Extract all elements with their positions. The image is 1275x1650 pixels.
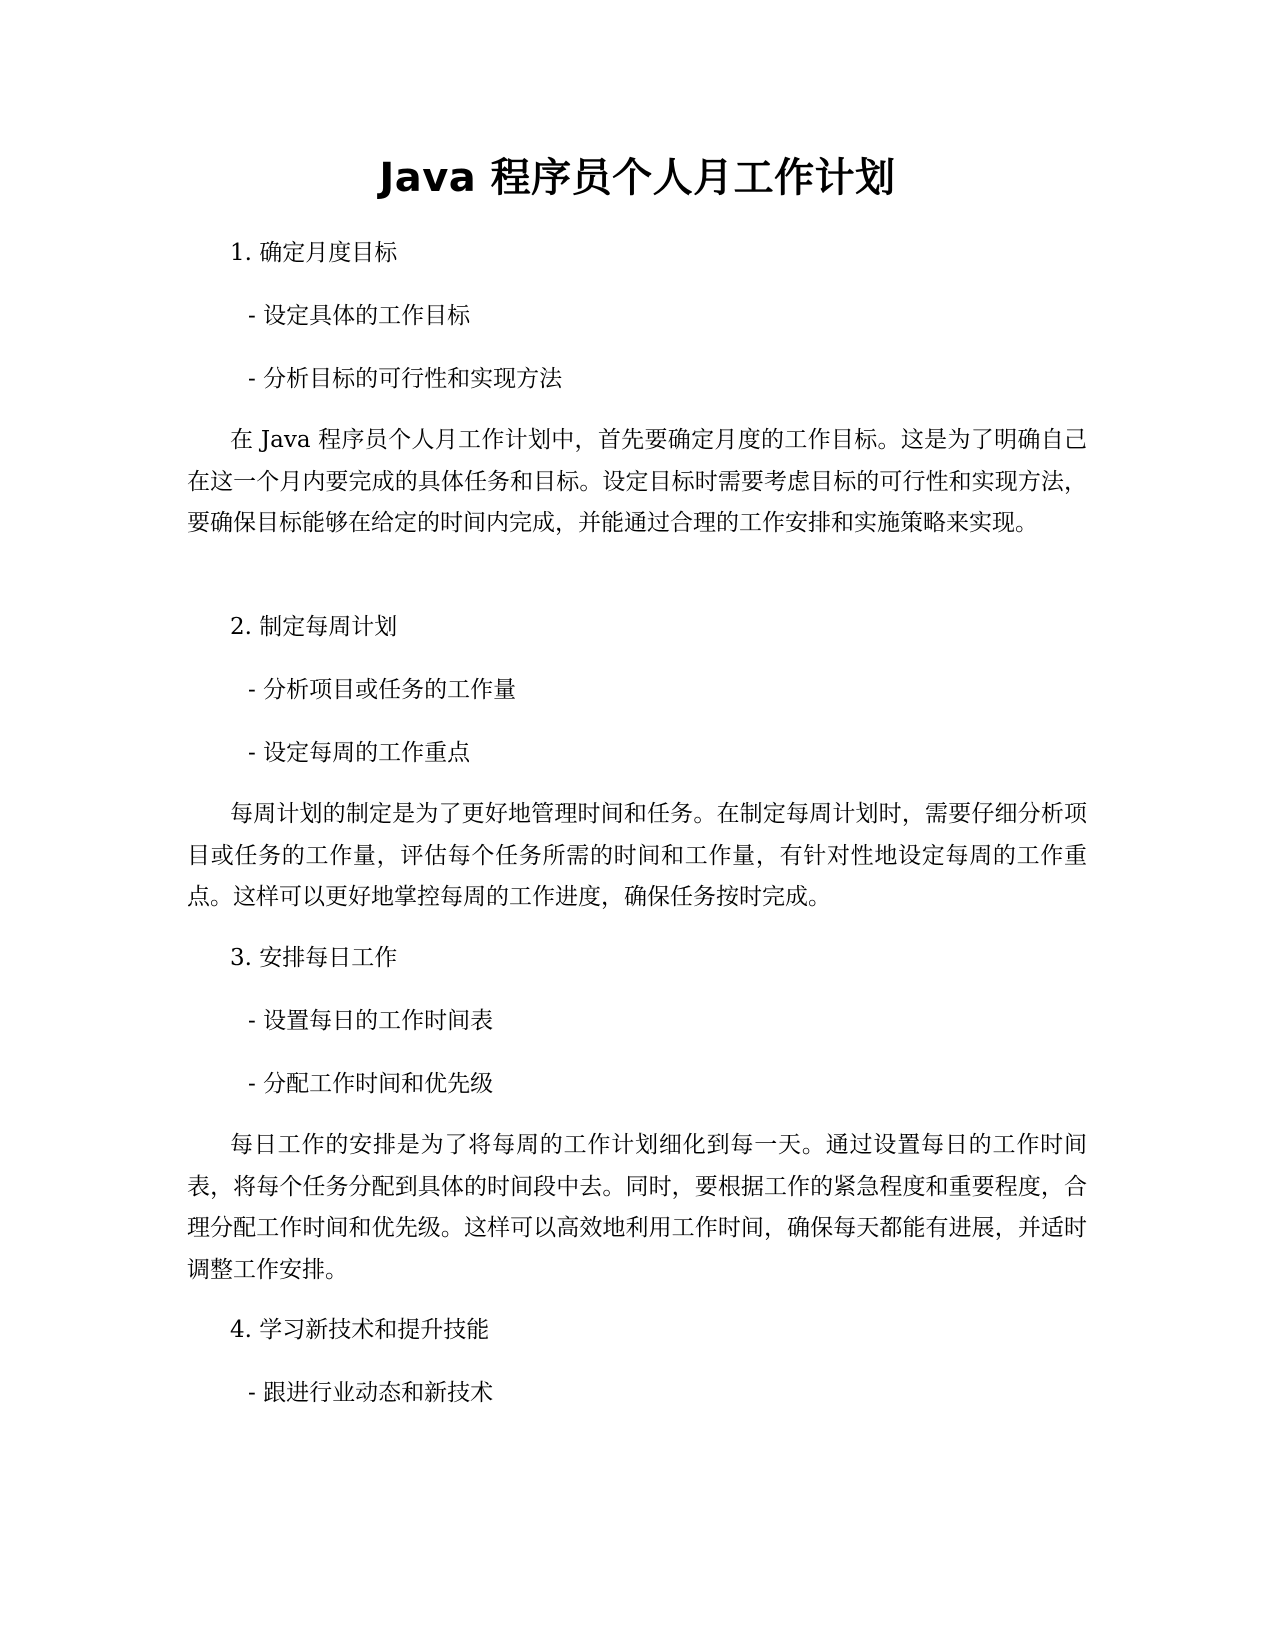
page-title: Java 程序员个人月工作计划 bbox=[379, 155, 896, 201]
bullet-item: - 设置每日的工作时间表 bbox=[248, 1008, 494, 1034]
bullet-item: - 分析目标的可行性和实现方法 bbox=[248, 366, 563, 392]
bullet-item: - 分配工作时间和优先级 bbox=[248, 1071, 494, 1097]
bullet-item: - 设定具体的工作目标 bbox=[248, 303, 471, 329]
section-heading: 4. 学习新技术和提升技能 bbox=[230, 1317, 490, 1343]
section-paragraph: 在 Java 程序员个人月工作计划中，首先要确定月度的工作目标。这是为了明确自己在这一个月内要完成的具体任务和目标。设定目标时需要考虑目标的可行性和实现方法，要确保目标能够在给定的时间内完成，并能通过合理的工作安排和实施策略来实现。 bbox=[187, 427, 1087, 536]
section-paragraph: 每周计划的制定是为了更好地管理时间和任务。在制定每周计划时，需要仔细分析项目或任务的工作量，评估每个任务所需的时间和工作量，有针对性地设定每周的工作重点。这样可以更好地掌控每周的工作进度，确保任务按时完成。 bbox=[187, 801, 1087, 910]
section-paragraph: 每日工作的安排是为了将每周的工作计划细化到每一天。通过设置每日的工作时间表，将每个任务分配到具体的时间段中去。同时，要根据工作的紧急程度和重要程度，合理分配工作时间和优先级。这样可以高效地利用工作时间，确保每天都能有进展，并适时调整工作安排。 bbox=[187, 1132, 1087, 1283]
section-heading: 1. 确定月度目标 bbox=[230, 240, 398, 266]
bullet-item: - 跟进行业动态和新技术 bbox=[248, 1380, 494, 1406]
bullet-item: - 设定每周的工作重点 bbox=[248, 740, 471, 766]
section-heading: 2. 制定每周计划 bbox=[230, 614, 398, 640]
section-heading: 3. 安排每日工作 bbox=[230, 945, 398, 971]
bullet-item: - 分析项目或任务的工作量 bbox=[248, 677, 517, 703]
